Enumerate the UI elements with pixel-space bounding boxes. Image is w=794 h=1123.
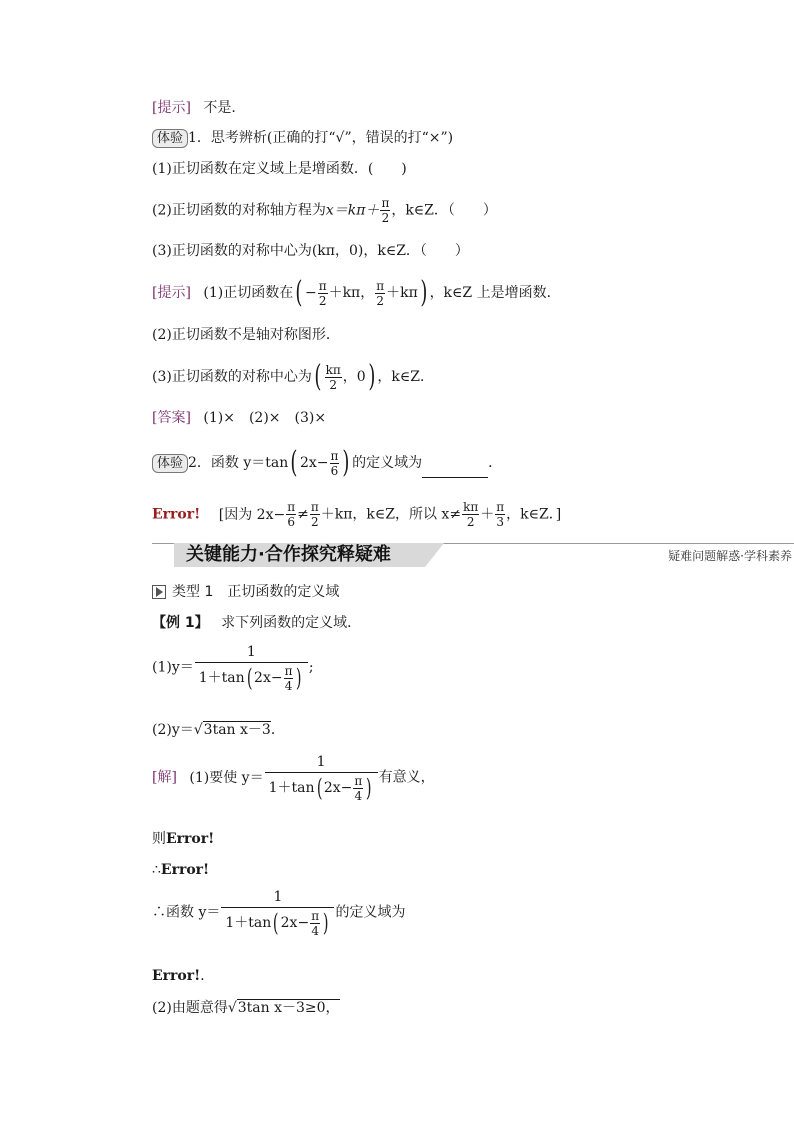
solution-part-2 <box>152 998 340 1018</box>
period: ． <box>200 968 215 984</box>
q2-suffix: ，k∈Z．（ ） <box>391 202 497 219</box>
frac-den: 2 <box>318 293 327 308</box>
frac-pi-6 <box>330 449 340 478</box>
experience-1 <box>152 128 453 148</box>
right-paren: ) <box>368 359 376 394</box>
frac-den: 2 <box>466 515 475 529</box>
type-heading <box>152 582 339 602</box>
frac-f1 <box>221 887 334 938</box>
error-text: Error! <box>166 831 215 847</box>
frac-num: π <box>318 278 327 293</box>
frac-den <box>221 908 334 938</box>
experience-2 <box>152 445 503 480</box>
den-text: 1＋tan <box>268 780 315 796</box>
frac-num: π <box>287 500 296 514</box>
hint-line-2: (2)正切函数不是轴对称图形． <box>152 327 340 343</box>
frac-num: 1 <box>195 642 308 663</box>
hint-text: 不是. <box>203 100 236 116</box>
twox: 2x− <box>300 455 329 471</box>
domain-line <box>152 887 405 938</box>
zero: ，0 <box>342 369 366 385</box>
frac-den <box>265 773 378 803</box>
left-paren: ( <box>314 359 322 394</box>
sqrt-body: 3tan x－3≥0， <box>237 1000 340 1016</box>
hint3-prefix: (3)正切函数的对称中心为 <box>152 369 312 385</box>
neq: ≠ <box>297 506 309 523</box>
frac-num: π <box>354 773 363 788</box>
frac-f1 <box>195 642 308 693</box>
question-3: (3)正切函数的对称中心为(kπ，0)，k∈Z．（ ） <box>152 243 469 259</box>
answer-label: [答案] <box>152 410 191 426</box>
experience-badge: 体验 <box>152 129 188 148</box>
hint-label: [提示] <box>152 100 191 116</box>
exp2-suffix: 的定义域为 <box>352 455 423 471</box>
hint3-suffix: ，k∈Z． <box>377 369 434 385</box>
sol2-mid: ＋kπ，k∈Z，所以 x≠ <box>320 506 462 523</box>
plus-kpi: ＋kπ <box>386 285 418 301</box>
left-paren: ( <box>295 275 303 310</box>
frac-pi-2 <box>375 279 385 308</box>
frac-den: 4 <box>311 923 319 938</box>
therefore-symbol: ∴ <box>152 862 161 878</box>
frac-den: 2 <box>381 211 390 225</box>
frac-pi-2 <box>318 279 328 308</box>
therefore-line <box>152 860 209 880</box>
function-1: (1)y＝ 1 1＋tan( 2x− $\frac{\pi}{4}$ ) ; <box>152 644 314 693</box>
section-title: 关键能力·合作探究释疑难 <box>186 544 391 565</box>
frac-pi-2 <box>310 500 320 529</box>
twox: 2x− <box>254 670 283 686</box>
section-header <box>152 540 794 566</box>
frac-den: 6 <box>330 463 339 478</box>
type-label: 类型 1 正切函数的定义域 <box>172 584 340 600</box>
frac-den: 4 <box>354 788 363 803</box>
fn-prefix: ∴函数 y＝ <box>152 904 221 921</box>
frac-den <box>195 663 308 693</box>
exp2-prefix: 2．函数 y＝tan <box>188 455 289 471</box>
sol2-prefix: [因为 2x− <box>218 506 286 523</box>
frac-num: π <box>381 196 390 210</box>
sqrt-sign: √ <box>227 1000 237 1016</box>
twox: 2x− <box>280 915 310 931</box>
example-text: 求下列函数的定义域． <box>221 615 362 631</box>
frac-den: 6 <box>287 515 295 529</box>
frac-pi-2 <box>380 196 390 225</box>
frac-pi-3 <box>495 500 505 529</box>
period: ． <box>488 455 503 471</box>
frac-num: kπ <box>463 500 479 514</box>
error-text: Error! <box>152 506 201 523</box>
error-text: Error! <box>152 968 201 984</box>
frac-num: π <box>496 500 505 514</box>
hint-label: [提示] <box>152 285 191 301</box>
frac-num: π <box>376 278 385 293</box>
frac-num: π <box>284 663 293 678</box>
hint1-suffix: ，k∈Z 上是增函数． <box>429 285 561 301</box>
experience-badge: 体验 <box>152 454 188 473</box>
frac-pi-4 <box>353 774 363 803</box>
frac-den: 2 <box>376 293 385 308</box>
solution-1 <box>152 752 435 803</box>
minus: − <box>304 285 317 301</box>
section-subtitle: 疑难问题解惑·学科素养 <box>668 549 792 563</box>
left-paren: ( <box>316 774 322 802</box>
left-paren: ( <box>290 445 298 480</box>
right-paren: ) <box>296 664 302 692</box>
hint-line-0 <box>152 98 236 118</box>
error-text: Error! <box>160 862 210 878</box>
left-paren: ( <box>246 664 253 692</box>
frac-num: π <box>311 908 320 923</box>
left-paren: ( <box>273 909 279 937</box>
hint1-prefix: (1)正切函数在 <box>203 285 294 301</box>
sol1-suffix: 有意义， <box>378 769 435 786</box>
den-text: 1＋tan <box>198 670 245 686</box>
question-1: (1)正切函数在定义域上是增函数．( ) <box>152 161 407 177</box>
q2-eq: x＝kπ＋ <box>325 202 380 219</box>
plus: ＋ <box>480 506 495 523</box>
frac-num: 1 <box>265 752 378 773</box>
f2-prefix: (2)y＝ <box>152 722 194 738</box>
then-text: 则 <box>152 831 166 847</box>
frac-den: 2 <box>329 377 337 392</box>
frac-kpi-2 <box>462 500 479 529</box>
sol2-suffix: ，k∈Z．] <box>506 506 562 523</box>
frac-kpi-2 <box>325 363 342 392</box>
frac-den: 3 <box>496 515 504 529</box>
frac-den: 2 <box>310 515 319 529</box>
den-text: 1＋tan <box>225 915 272 931</box>
right-paren: ) <box>342 445 350 480</box>
f1-prefix: (1)y＝ <box>152 659 194 676</box>
frac-den: 4 <box>284 678 293 693</box>
q2-prefix: (2)正切函数的对称轴方程为 <box>152 202 326 219</box>
right-paren: ) <box>366 774 372 802</box>
example-label: 【例 1】 <box>152 615 209 631</box>
error-line <box>152 966 214 986</box>
frac-pi-4 <box>284 664 294 693</box>
frac-num: π <box>310 500 319 514</box>
solution-label: [解] <box>152 769 177 786</box>
hint-line-3 <box>152 359 434 394</box>
sol-last-prefix: (2)由题意得 <box>152 1000 228 1016</box>
function-2 <box>152 720 285 740</box>
frac-num: π <box>330 448 339 463</box>
right-paren: ) <box>420 275 428 310</box>
frac-pi-6 <box>286 500 296 529</box>
twox: 2x− <box>323 780 353 796</box>
then-line <box>152 829 214 849</box>
sqrt-sign: √ <box>193 722 203 738</box>
sqrt-body: 3tan x－3 <box>203 722 271 738</box>
period: ． <box>270 722 285 738</box>
experience-text: 1．思考辨析(正确的打“√”，错误的打“×”) <box>188 130 454 146</box>
answer-line <box>152 408 326 428</box>
hint-line-1 <box>152 275 561 310</box>
frac-num: 1 <box>221 887 334 908</box>
answer-text: (1)× (2)× (3)× <box>203 410 327 426</box>
fn-suffix: 的定义域为 <box>335 904 406 921</box>
plus-kpi: ＋kπ， <box>328 285 375 301</box>
play-triangle-icon <box>152 585 166 599</box>
solution-2 <box>152 500 561 529</box>
answer-blank[interactable] <box>422 463 488 478</box>
example-heading <box>152 613 361 633</box>
frac-f1 <box>265 752 378 803</box>
sol1-prefix: (1)要使 y＝ <box>189 769 264 786</box>
frac-pi-4 <box>310 909 320 938</box>
frac-num: kπ <box>325 362 341 377</box>
question-2 <box>152 196 497 225</box>
right-paren: ) <box>322 909 329 937</box>
